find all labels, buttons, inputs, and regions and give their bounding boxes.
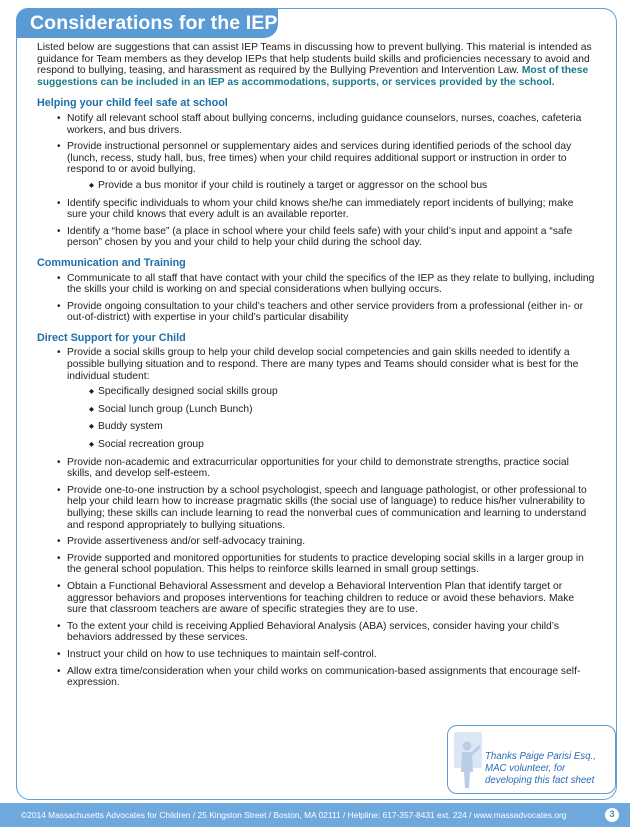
- sub-list-item: ◆ Social recreation group: [89, 439, 595, 451]
- list-item-text: Provide supported and monitored opportunities for students to practice developing social skills in a larger group in the general school population. This helps to reinforce skills learned in small group settings.: [67, 552, 584, 576]
- sub-bullet-list: [89, 180, 595, 192]
- list-item: [58, 226, 595, 249]
- list-item: [58, 347, 595, 450]
- list-item: [58, 621, 595, 644]
- thanks-box: [447, 725, 616, 794]
- list-item: [58, 553, 595, 576]
- list-item-text: Provide non-academic and extracurricular opportunities for your child to demonstrate strengths, practice social skills, and develop self-esteem.: [67, 456, 569, 480]
- person-at-board-icon: [454, 732, 482, 795]
- list-item-text: Provide instructional personnel or supplementary aides and services during identified periods of the school day (lunch, recess, study hall, bus, free times) when your child requires additional support or instruction in order to respond to or avoid bullying.: [67, 141, 572, 176]
- list-item-text: Provide assertiveness and/or self-advocacy training.: [67, 536, 306, 548]
- list-item: [58, 666, 595, 689]
- sub-list-item: ◆ Provide a bus monitor if your child is routinely a target or aggressor on the school bus: [89, 180, 595, 192]
- list-item: [58, 198, 595, 221]
- list-item-text: Communicate to all staff that have contact with your child the specifics of the IEP as they relate to bullying, including the skills your child is working on and special considerations when bullying occurs.: [67, 272, 595, 296]
- list-item-text: Allow extra time/consideration when your child works on communication-based assignments that encourage self-expression.: [67, 665, 581, 689]
- list-item-text: To the extent your child is receiving Applied Behavioral Analysis (ABA) services, consider having your child’s behaviors addressed by these services.: [67, 620, 560, 644]
- list-item-text: Identify specific individuals to whom your child knows she/he can immediately report incidents of bullying; make sure your child knows that every adult is an available reporter.: [67, 197, 574, 221]
- section-heading: Direct Support for your Child: [37, 331, 186, 344]
- page-number: 3: [605, 808, 619, 822]
- list-item-text: Obtain a Functional Behavioral Assessment and develop a Behavioral Intervention Plan that identify target or aggressor behaviors and proposes interventions for teaching children to reduce or avoid these behaviors. Make sure that classroom teachers are aware of specific strategies they are to use.: [67, 580, 575, 616]
- list-item-text: Provide a social skills group to help your child develop social competencies and gain skills needed to identify a possible bullying situation and to respond. There are many types and Teams should consider what is best for the individual student:: [67, 347, 579, 382]
- main-content: [37, 42, 595, 694]
- list-item: [58, 273, 595, 296]
- thanks-text: Thanks Paige Parisi Esq., MAC volunteer, for developing this fact sheet: [485, 751, 596, 786]
- list-item: [58, 485, 595, 531]
- list-item: [58, 301, 595, 324]
- list-item-text: Instruct your child on how to use techniques to maintain self-control.: [67, 648, 377, 660]
- bullet-list: [58, 273, 595, 324]
- bullet-list: [58, 113, 595, 249]
- list-item-text: Provide one-to-one instruction by a school psychologist, speech and language pathologist, or other professional to help your child learn how to increase pragmatic skills (the social use of language) to reduce his/her vulnerability to bullying; these skills can include learning to read the nonverbal cues of communication and learning to understand and respond appropriately to bullying situations.: [67, 484, 587, 531]
- list-item: [58, 536, 595, 548]
- list-item: [58, 581, 595, 616]
- section-heading: Helping your child feel safe at school: [37, 97, 228, 110]
- page-title: Considerations for the IEP: [16, 8, 278, 38]
- sub-list-item: ◆ Social lunch group (Lunch Bunch): [89, 404, 595, 416]
- list-item: [58, 113, 595, 136]
- list-item: [58, 457, 595, 480]
- list-item-text: Provide ongoing consultation to your child’s teachers and other service providers from a professional (either in- or out-of-district) with expertise in your child’s particular disability: [67, 300, 584, 324]
- bullet-list: [58, 347, 595, 688]
- list-item-text: Identify a “home base” (a place in school where your child feels safe) with your child’s input and appoint a “safe person” chosen by you and your child to help your child during the school day.: [67, 225, 573, 249]
- intro-paragraph: [37, 42, 595, 88]
- list-item: [58, 141, 595, 191]
- sub-list-item: ◆ Buddy system: [89, 421, 595, 433]
- list-item-text: Notify all relevant school staff about bullying concerns, including guidance counselors, nurses, coaches, cafeteria workers, and bus drivers.: [67, 112, 582, 136]
- list-item: [58, 649, 595, 661]
- section-heading: Communication and Training: [37, 256, 186, 269]
- sub-list-item: ◆ Specifically designed social skills group: [89, 386, 595, 398]
- sections-container: [37, 98, 595, 688]
- sub-bullet-list: [89, 386, 595, 450]
- intro-text: Listed below are suggestions that can assist IEP Teams in discussing how to prevent bullying. This material is intended as guidance for Team members as they develop IEPs that help students build skills and proficiencies necessary to avoid and respond to bullying, teasing, and harassment as required by the Bullying Prevention and Intervention Law.: [37, 42, 592, 77]
- footer: ©2014 Massachusetts Advocates for Children / 25 Kingston Street / Boston, MA 02111 / Helpline: 617-357-8431 ext. 224 / www.massadvocates.org: [0, 803, 630, 827]
- intro-highlight: Most of these suggestions can be included in an IEP as accommodations, supports, or services provided by the school.: [37, 65, 589, 88]
